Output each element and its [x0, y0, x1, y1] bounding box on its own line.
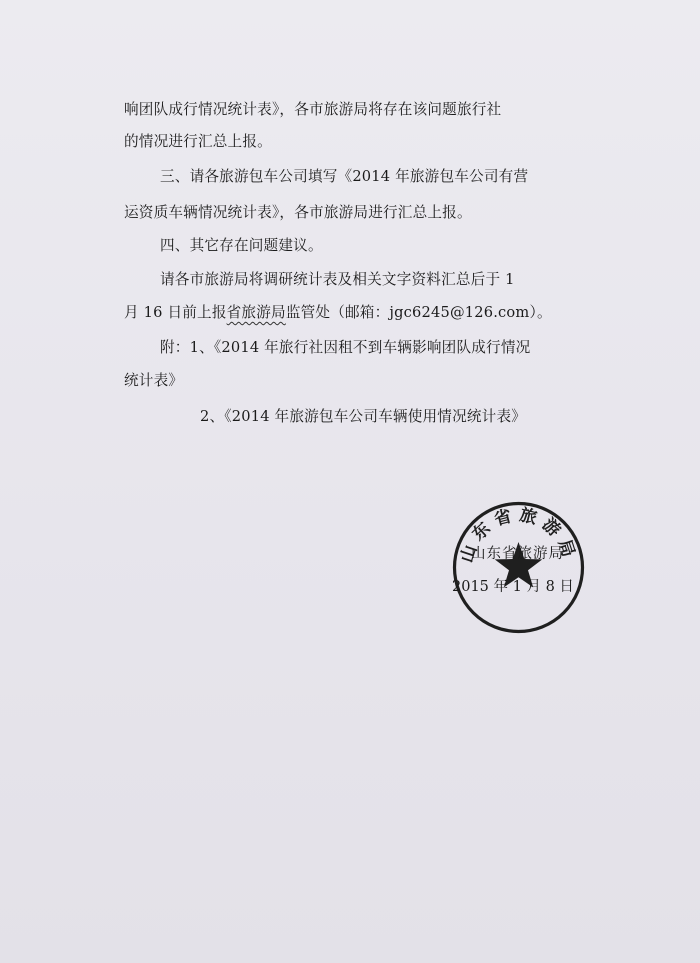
line-7-mid: 监管处 [285, 304, 331, 321]
text-line-4: 运资质车辆情况统计表》，各市旅游局进行汇总上报。 [124, 204, 472, 221]
line-7-post: （邮箱：jgc6245@126.com）。 [330, 304, 552, 321]
text-line-1: 响团队成行情况统计表》，各市旅游局将存在该问题旅行社 [124, 101, 502, 118]
line-7-pre: 月 16 日前上报 [124, 304, 227, 321]
line-7-underlined: 省旅游局 [226, 304, 286, 321]
text-line-3: 三、请各旅游包车公司填写《2014 年旅游包车公司有营 [160, 168, 529, 185]
text-line-2: 的情况进行汇总上报。 [124, 133, 272, 150]
text-line-6: 请各市旅游局将调研统计表及相关文字资料汇总后于 1 [160, 271, 515, 288]
text-line-7 [124, 303, 552, 323]
signature-org: 山东省旅游局 [471, 546, 564, 562]
text-line-10: 2、《2014 年旅游包车公司车辆使用情况统计表》 [200, 408, 527, 425]
text-line-8: 附：1、《2014 年旅行社因租不到车辆影响团队成行情况 [160, 339, 531, 356]
text-line-9: 统计表》 [124, 372, 184, 389]
seal-ring-text: 山东省旅游局 [456, 505, 581, 566]
signature-date: 2015 年 1 月 8 日 [452, 579, 574, 595]
text-line-5: 四、其它存在问题建议。 [160, 237, 323, 254]
official-seal-stamp [451, 500, 586, 635]
